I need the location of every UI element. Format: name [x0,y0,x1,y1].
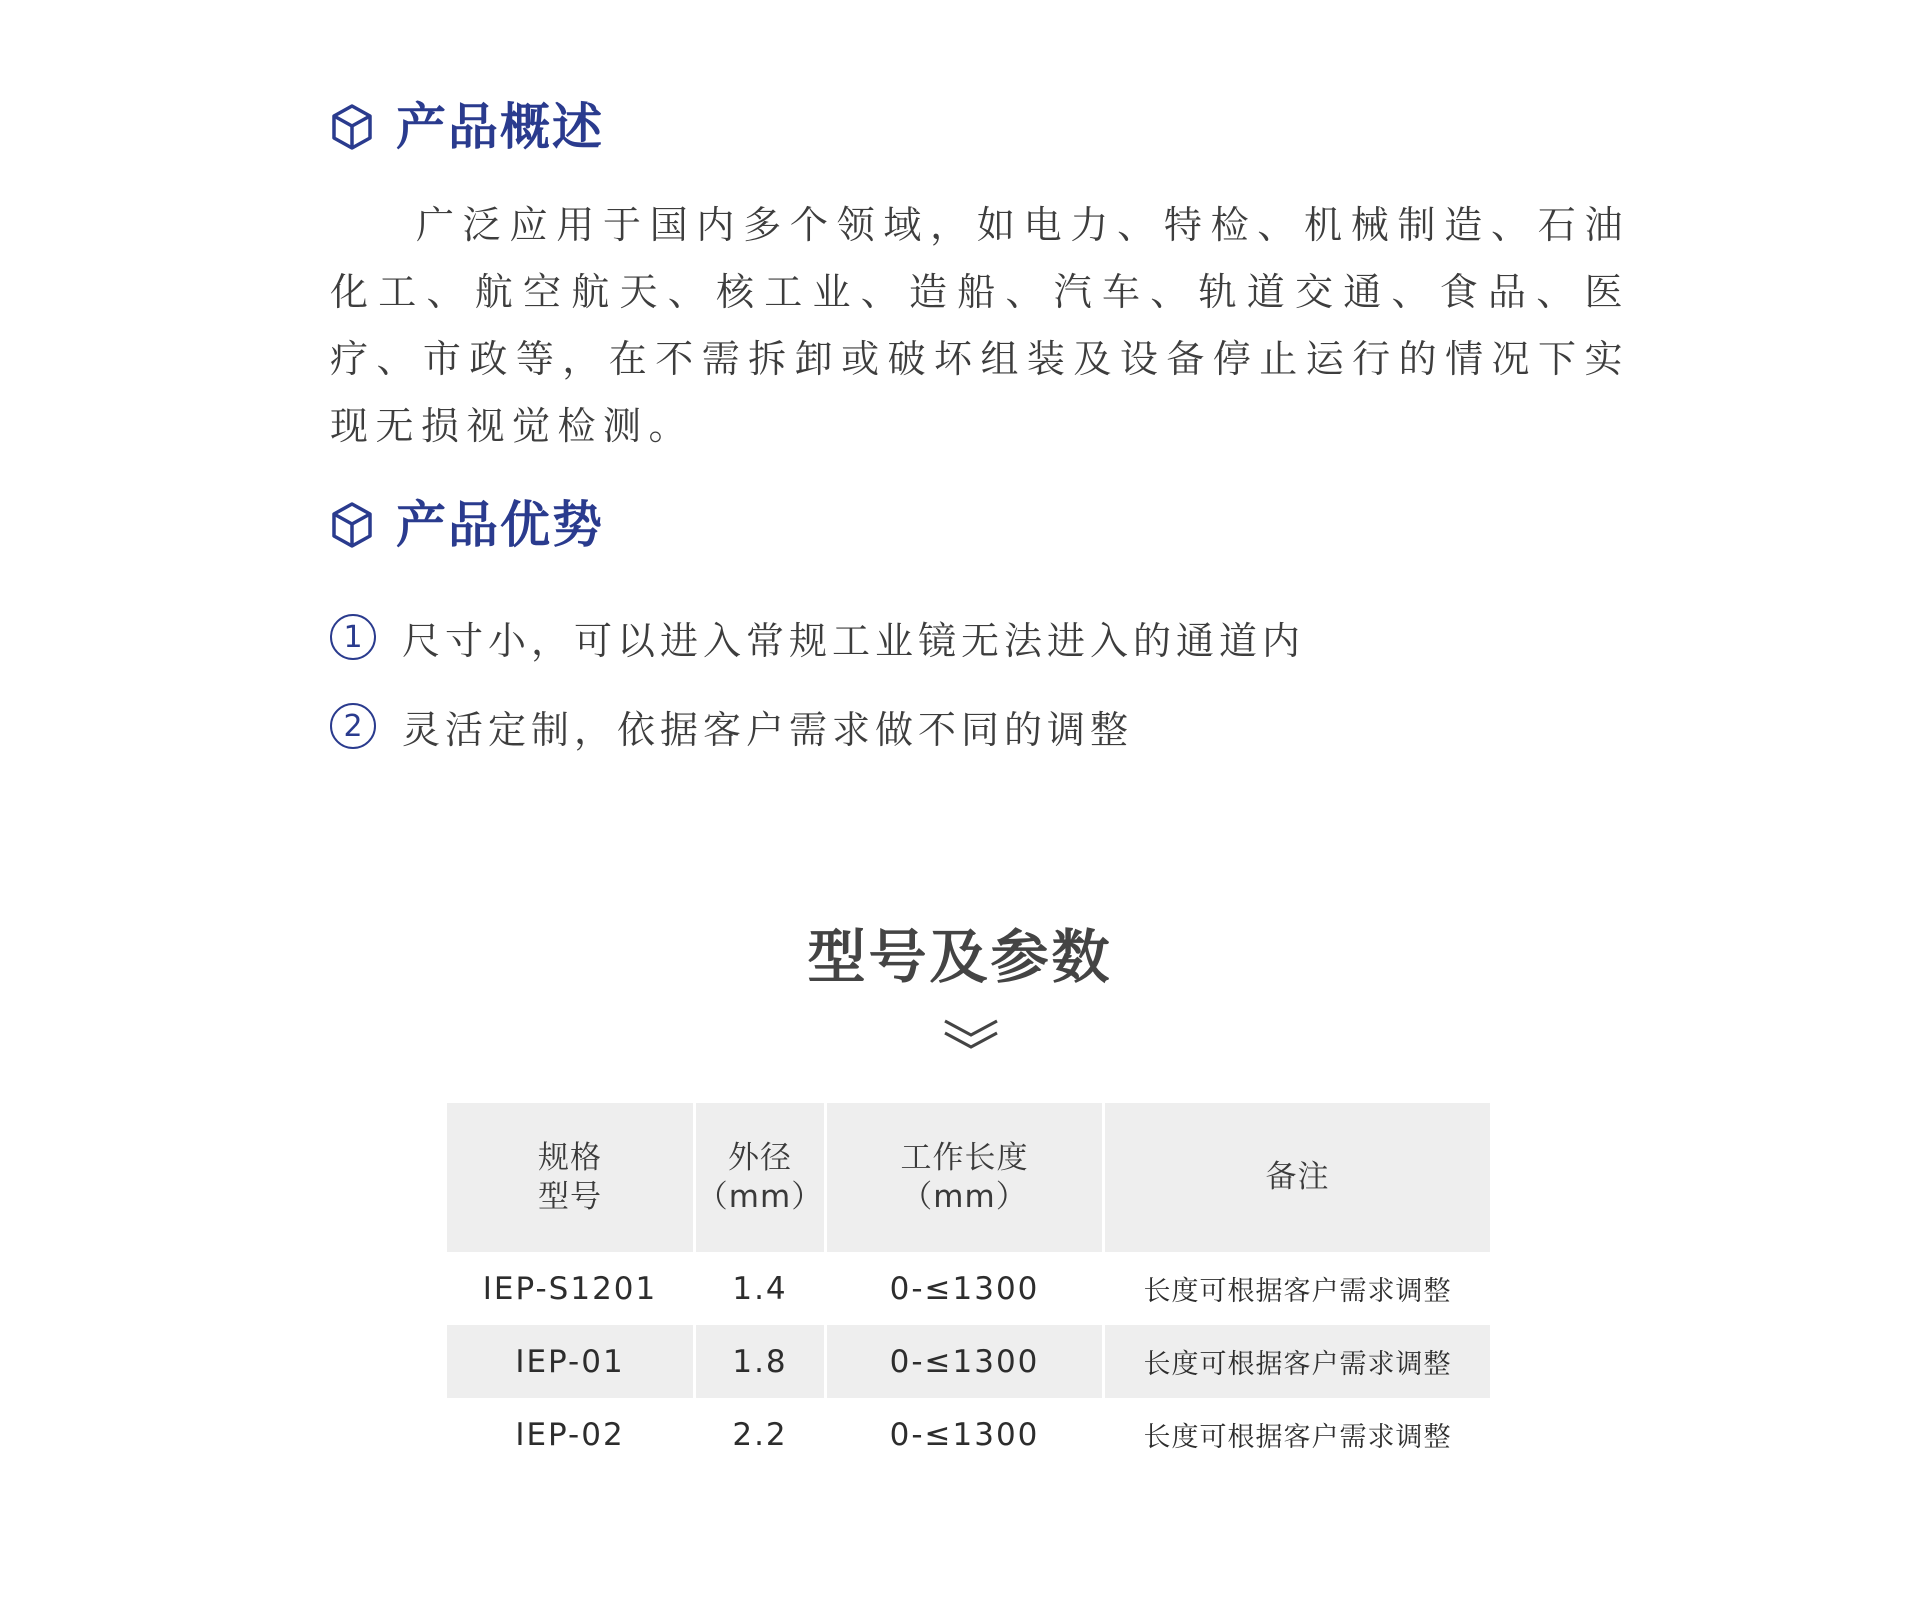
number-badge: 1 [330,614,376,660]
advantages-heading [330,490,604,560]
overview-heading [330,92,604,162]
overview-paragraph: 广泛应用于国内多个领域，如电力、特检、机械制造、石油化工、航空航天、核工业、造船、汽车、轨道交通、食品、医疗、市政等，在不需拆卸或破坏组装及设备停止运行的情况下实现无损视觉检测。 [330,203,1630,448]
header-note [1105,1103,1490,1252]
cell-length: 0-≤1300 [827,1398,1105,1471]
header-line: 工作长度 [900,1139,1029,1176]
cell-note: 长度可根据客户需求调整 [1105,1252,1490,1325]
number-badge: 2 [330,703,376,749]
header-line: （mm） [901,1178,1028,1215]
header-length [827,1103,1105,1252]
advantage-item [330,607,1305,667]
advantage-item [330,696,1133,756]
header-line: 规格 [538,1139,602,1176]
table-row [447,1325,1490,1398]
header-line: 型号 [538,1178,602,1215]
cell-model: IEP-S1201 [447,1252,696,1325]
cell-diameter: 1.8 [696,1325,827,1398]
advantages-title: 产品优势 [396,496,604,554]
spec-table [447,1103,1490,1471]
cell-diameter: 2.2 [696,1398,827,1471]
header-diameter [696,1103,827,1252]
table-row [447,1398,1490,1471]
cell-length: 0-≤1300 [827,1252,1105,1325]
cell-note: 长度可根据客户需求调整 [1105,1325,1490,1398]
cell-length: 0-≤1300 [827,1325,1105,1398]
advantage-text: 灵活定制，依据客户需求做不同的调整 [402,707,1134,752]
cube-icon [330,501,374,549]
cell-note: 长度可根据客户需求调整 [1105,1398,1490,1471]
table-row [447,1252,1490,1325]
specs-title: 型号及参数 [807,923,1113,991]
cell-model: IEP-01 [447,1325,696,1398]
header-model [447,1103,696,1252]
overview-title: 产品概述 [396,98,604,156]
table-header-row [447,1103,1490,1252]
chevron-down-icon [941,1017,1001,1051]
header-line: 备注 [1265,1159,1330,1195]
cube-icon [330,103,374,151]
header-line: 外径 [728,1139,792,1176]
cell-diameter: 1.4 [696,1252,827,1325]
cell-model: IEP-02 [447,1398,696,1471]
advantage-text: 尺寸小，可以进入常规工业镜无法进入的通道内 [402,618,1306,663]
header-line: （mm） [696,1178,824,1215]
